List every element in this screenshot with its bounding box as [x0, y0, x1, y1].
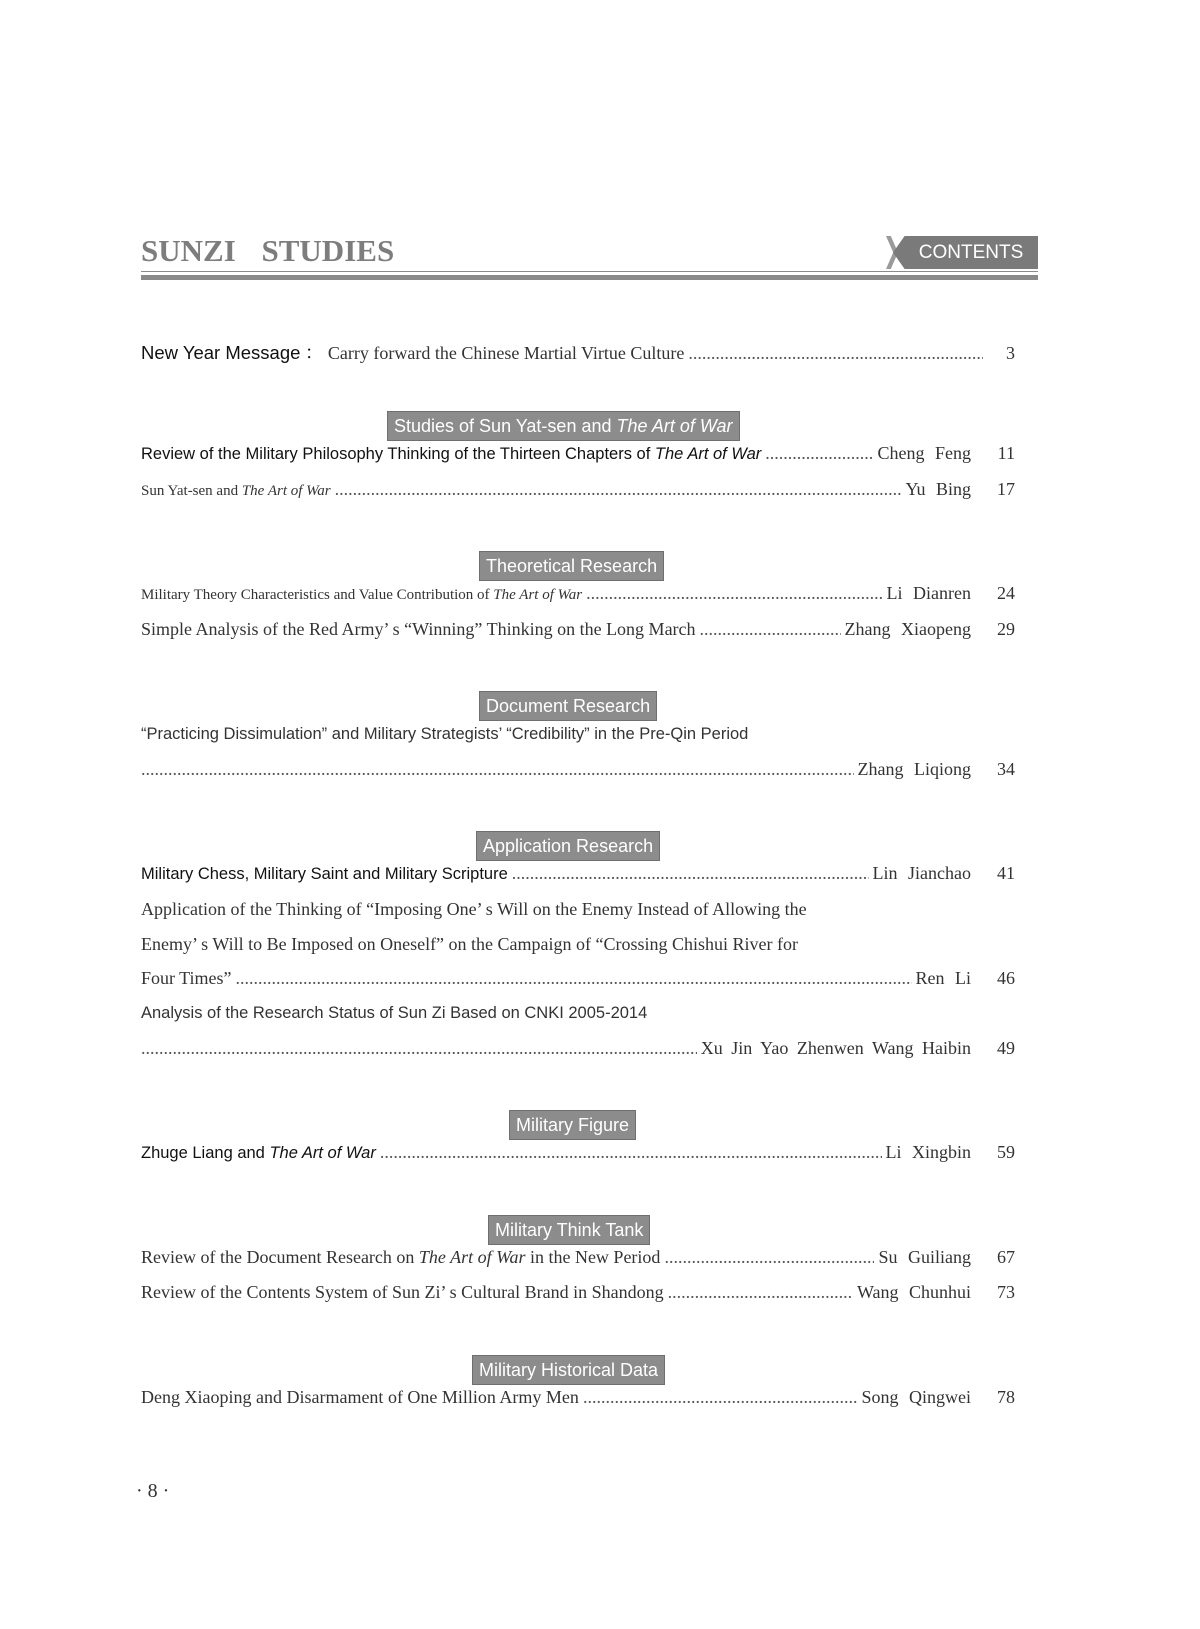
entry-title: Military Chess, Military Saint and Military Scripture: [141, 865, 508, 883]
dot-leader: [664, 1247, 874, 1268]
toc-entry[interactable]: [141, 1142, 1015, 1172]
page-number: 11: [997, 443, 1015, 463]
entry-title: Review of the Military Philosophy Thinking of the Thirteen Chapters of: [141, 445, 651, 463]
entry-author: Zhang Liqiong: [857, 759, 971, 779]
entry-author: Cheng Feng: [877, 443, 971, 463]
entry-author: Ren Li: [915, 968, 971, 988]
entry-author: Yu Bing: [905, 479, 971, 499]
toc-entry[interactable]: [141, 479, 1015, 509]
lead-separator: ：: [304, 342, 324, 363]
entry-title: Review of the Contents System of Sun Zi’ s Cultural Brand in Shandong: [141, 1282, 664, 1302]
dot-leader: [141, 1038, 697, 1059]
section-heading-document-research: Document Research: [479, 691, 657, 721]
page-number: 59: [997, 1142, 1015, 1162]
dot-leader: [700, 619, 841, 640]
toc-entry[interactable]: [141, 1038, 1015, 1068]
entry-title-italic: The Art of War: [269, 1144, 376, 1162]
entry-title-italic: The Art of War: [654, 445, 762, 463]
page-number: 3: [1006, 343, 1015, 363]
footer-page-number: · 8 ·: [136, 1480, 170, 1502]
entry-author: Zhang Xiaopeng: [844, 619, 971, 639]
lead-title: Carry forward the Chinese Martial Virtue Culture: [327, 343, 685, 363]
entry-title: Deng Xiaoping and Disarmament of One Million Army Men: [141, 1387, 579, 1407]
page-number: 34: [997, 759, 1015, 779]
page-number: 29: [997, 619, 1015, 639]
toc-entry[interactable]: [141, 1247, 1015, 1277]
page-number: 17: [997, 479, 1015, 499]
dot-leader: [236, 968, 912, 989]
dot-leader: [583, 1387, 858, 1408]
page-number: 67: [997, 1247, 1015, 1267]
entry-title[interactable]: Analysis of the Research Status of Sun Zi Based on CNKI 2005-2014: [141, 1004, 648, 1022]
entry-title: Military Theory Characteristics and Value Contribution of: [141, 587, 490, 603]
lead-label: New Year Message: [141, 342, 301, 363]
dot-leader: [688, 343, 983, 364]
entry-author: Song Qingwei: [861, 1387, 971, 1407]
toc-entry[interactable]: [141, 759, 1015, 789]
dot-leader: [586, 583, 882, 604]
header-rule-thick: [141, 275, 1038, 280]
dot-leader: [512, 863, 869, 884]
toc-entry[interactable]: [141, 1282, 1015, 1312]
entry-title-italic: The Art of War: [418, 1247, 526, 1267]
dot-leader: [141, 759, 854, 780]
toc-entry-new-year-message[interactable]: [141, 339, 1015, 369]
entry-title: Four Times”: [141, 968, 232, 988]
toc-entry[interactable]: [141, 1387, 1015, 1417]
toc-entry[interactable]: [141, 619, 1015, 649]
toc-entry[interactable]: [141, 863, 1015, 893]
journal-title: SUNZI STUDIES: [141, 233, 395, 268]
page-number: 46: [997, 968, 1015, 988]
section-heading-military-figure: Military Figure: [509, 1110, 636, 1140]
dot-leader: [380, 1142, 882, 1163]
entry-title: Review of the Document Research on: [141, 1247, 415, 1267]
entry-author: Li Xingbin: [885, 1142, 971, 1162]
entry-title-italic: The Art of War: [493, 587, 583, 603]
dot-leader: [668, 1282, 853, 1303]
page-number: 41: [997, 863, 1015, 883]
entry-author: Xu Jin Yao Zhenwen Wang Haibin: [700, 1038, 971, 1058]
contents-label: CONTENTS: [918, 242, 1024, 263]
section-heading-sun-yat-sen: Studies of Sun Yat-sen and The Art of War: [387, 411, 740, 441]
section-heading-military-think-tank: Military Think Tank: [488, 1215, 650, 1245]
entry-title-italic: The Art of War: [241, 483, 331, 499]
page-number: 73: [997, 1282, 1015, 1302]
entry-author: Wang Chunhui: [856, 1282, 971, 1302]
entry-title[interactable]: Enemy’ s Will to Be Imposed on Oneself” on the Campaign of “Crossing Chishui River for: [141, 934, 799, 954]
entry-title: Zhuge Liang and: [141, 1144, 265, 1162]
entry-title[interactable]: Application of the Thinking of “Imposing One’ s Will on the Enemy Instead of Allowing the: [141, 899, 807, 919]
entry-title-suffix: in the New Period: [529, 1247, 661, 1267]
entry-author: Li Dianren: [886, 583, 971, 603]
header-rule-thin: [141, 271, 1038, 272]
journal-header: [141, 233, 1038, 283]
section-heading-military-historical-data: Military Historical Data: [472, 1355, 665, 1385]
section-heading-application-research: Application Research: [476, 831, 660, 861]
entry-title[interactable]: “Practicing Dissimulation” and Military Strategists’ “Credibility” in the Pre-Qin Period: [141, 725, 749, 743]
section-heading-theoretical-research: Theoretical Research: [479, 551, 664, 581]
page-number: 78: [997, 1387, 1015, 1407]
toc-entry[interactable]: [141, 583, 1015, 613]
dot-leader: [335, 479, 902, 500]
entry-title: Sun Yat-sen and: [141, 483, 239, 499]
toc-entry[interactable]: [141, 443, 1015, 473]
dot-leader: [765, 443, 873, 464]
page-number: 24: [997, 583, 1015, 603]
page-number: 49: [997, 1038, 1015, 1058]
toc-entry[interactable]: [141, 968, 1015, 998]
entry-author: Lin Jianchao: [872, 863, 971, 883]
entry-author: Su Guiliang: [878, 1247, 971, 1267]
entry-title: Simple Analysis of the Red Army’ s “Winning” Thinking on the Long March: [141, 619, 696, 639]
